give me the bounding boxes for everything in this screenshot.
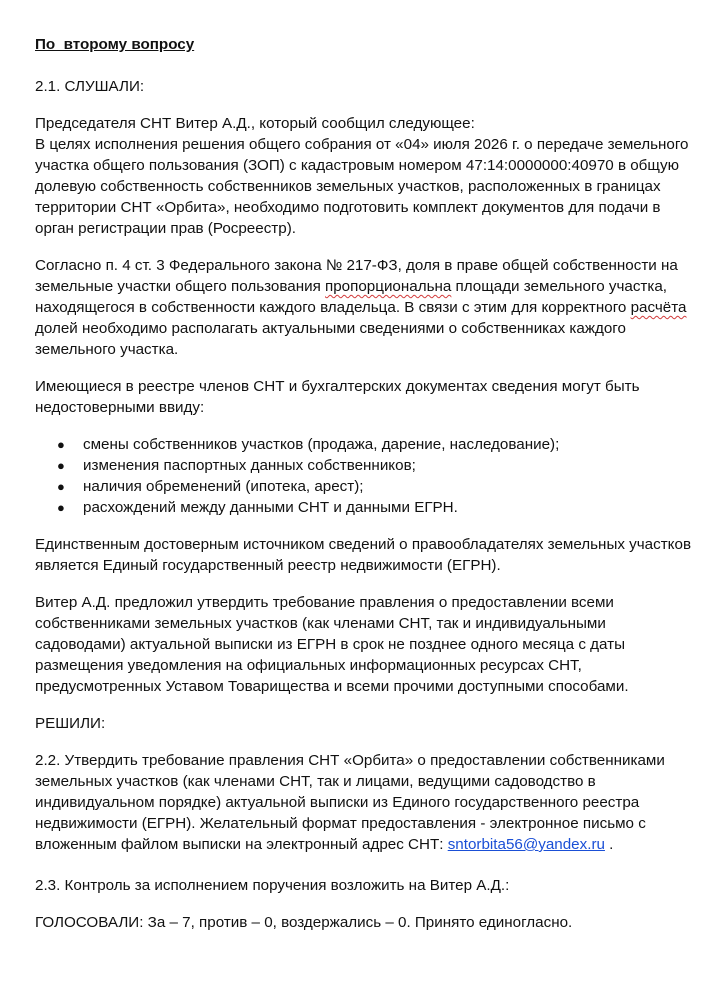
list-item-text: наличия обременений (ипотека, арест); (83, 478, 364, 495)
list-item (57, 434, 695, 455)
source-paragraph: Единственным достоверным источником сведений о правообладателях земельных участков является Единый государственный реестр недвижимости (ЕГРН). (35, 536, 692, 574)
law-text-middle: площади земельного участка, находящегося в собственности каждого владельца. В связи с этим для корректного (35, 278, 668, 316)
spellcheck-word[interactable]: расчёта (630, 299, 687, 316)
section-heading: По второму вопросу (35, 36, 195, 53)
list-item-text: расхождений между данными СНТ и данными ЕГРН. (83, 499, 458, 516)
decision-2-2-after: . (604, 836, 614, 853)
registry-paragraph: Имеющиеся в реестре членов СНТ и бухгалтерских документах сведения могут быть недостоверными ввиду: (35, 378, 640, 416)
goal-paragraph: В целях исполнения решения общего собрания от «04» июля 2026 г. о передаче земельного участка общего пользования (ЗОП) с кадастровым номером 47:14:0000000:40970 в общую долевую собственность собственников земельных участков, расположенных в границах территории СНТ «Орбита», необходимо подготовить комплект документов для подачи в орган регистрации прав (Росреестр). (35, 136, 689, 237)
bullet-icon: ● (57, 500, 65, 515)
law-text-after: долей необходимо располагать актуальными сведениями о собственниках каждого земельного участка. (35, 320, 626, 358)
email-link[interactable]: sntorbita56@yandex.ru (447, 836, 605, 853)
list-item (57, 476, 695, 497)
bullet-icon: ● (57, 437, 65, 452)
heard-label: 2.1. СЛУШАЛИ: (35, 78, 145, 95)
list-item-text: смены собственников участков (продажа, дарение, наследование); (83, 436, 560, 453)
list-item-text: изменения паспортных данных собственников; (83, 457, 416, 474)
intro-line: Председателя СНТ Витер А.Д., который сообщил следующее: (35, 115, 475, 132)
voting-line: ГОЛОСОВАЛИ: За – 7, против – 0, воздержались – 0. Принято единогласно. (35, 914, 573, 931)
decision-2-2 (35, 750, 695, 855)
law-text-before: Согласно п. 4 ст. 3 Федерального закона № 217-ФЗ, доля в праве общей собственности на земельные участки общего пользования (35, 257, 678, 295)
list-item (57, 497, 695, 518)
proposal-paragraph: Витер А.Д. предложил утвердить требование правления о предоставлении всеми собственниками земельных участков (как членами СНТ, так и индивидуальными садоводами) актуальной выписки из ЕГРН в срок не позднее одного месяца с даты размещения уведомления на официальных информационных ресурсах СНТ, предусмотренных Уставом Товарищества и всеми прочими доступными способами. (35, 594, 629, 695)
decision-2-2-text: 2.2. Утвердить требование правления СНТ «Орбита» о предоставлении собственниками земельных участков (как членами СНТ, так и лицами, ведущими садоводство в индивидуальном порядке) актуальной выписки из Единого государственного реестра недвижимости (ЕГРН). Желательный формат предоставления - электронное письмо с вложенным файлом выписки на электронный адрес СНТ: (35, 752, 665, 853)
bullet-icon: ● (57, 479, 65, 494)
reasons-list (35, 434, 695, 518)
decided-label: РЕШИЛИ: (35, 715, 106, 732)
bullet-icon: ● (57, 458, 65, 473)
law-paragraph (35, 255, 695, 360)
list-item (57, 455, 695, 476)
decision-2-3: 2.3. Контроль за исполнением поручения возложить на Витер А.Д.: (35, 877, 510, 894)
document-page (35, 34, 695, 949)
spellcheck-word[interactable]: пропорциональна (325, 278, 452, 295)
